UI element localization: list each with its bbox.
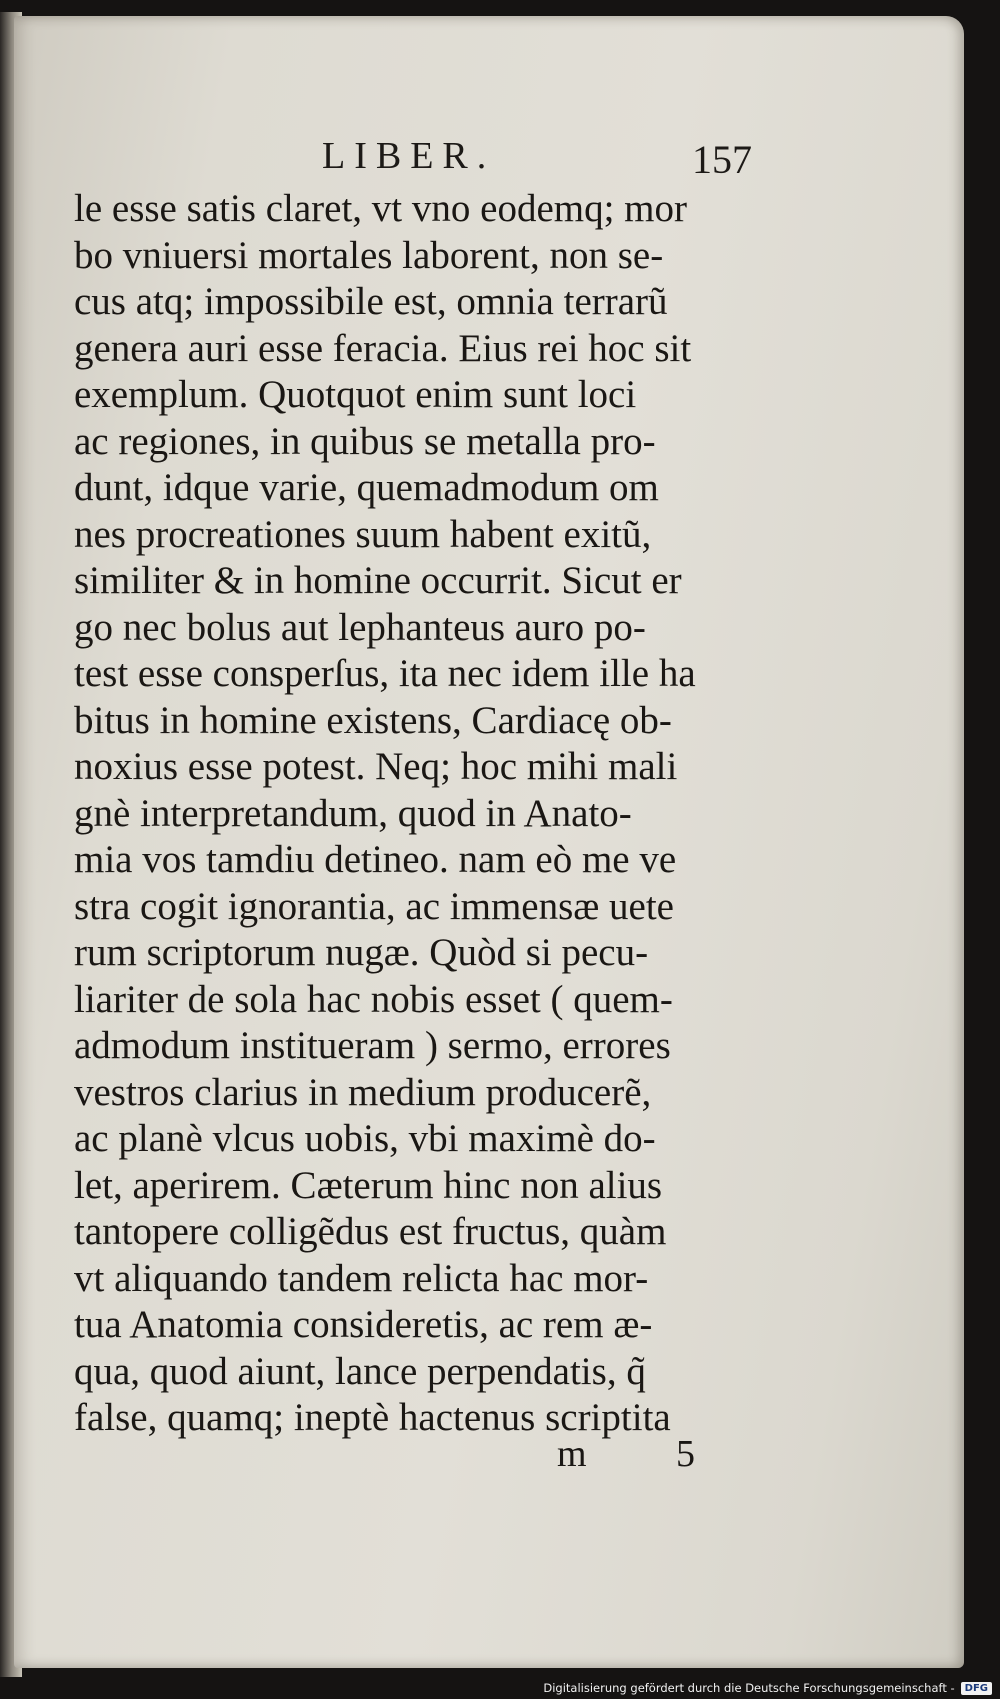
text-line: ac planè vlcus uobis, vbi maximè do- bbox=[74, 1117, 656, 1160]
signature-mark: m 5 bbox=[557, 1433, 736, 1475]
text-line: ac regiones, in quibus se metalla pro- bbox=[74, 419, 656, 463]
page-header bbox=[14, 134, 964, 186]
text-line: exemplum. Quotquot enim sunt loci bbox=[74, 373, 637, 416]
page-number: 157 bbox=[692, 137, 752, 182]
text-line: le esse satis claret, vt vno eodemq; mor bbox=[74, 187, 687, 230]
text-line: dunt, idque varie, quemadmodum om bbox=[74, 466, 659, 509]
text-line: let, aperirem. Cæterum hinc non alius bbox=[74, 1163, 663, 1207]
book-page bbox=[14, 16, 964, 1668]
running-title: LIBER. bbox=[322, 135, 496, 177]
text-line: cus atq; impossibile est, omnia terrarũ bbox=[74, 280, 668, 323]
text-line: go nec bolus aut lephanteus auro po- bbox=[74, 605, 646, 649]
text-line: bo vniuersi mortales laborent, non se- bbox=[74, 233, 664, 277]
text-line: rum scriptorum nugæ. Quòd si pecu- bbox=[74, 931, 649, 974]
text-line: nes procreationes suum habent exitũ, bbox=[74, 512, 652, 556]
text-line: gnè interpretandum, quod in Anato- bbox=[74, 791, 632, 835]
text-line: liariter de sola hac nobis esset ( quem- bbox=[74, 977, 673, 1021]
body-text bbox=[74, 186, 774, 1442]
text-line: tua Anatomia consideretis, ac rem æ- bbox=[74, 1303, 653, 1346]
text-line: admodum institueram ) sermo, errores bbox=[74, 1024, 671, 1067]
funding-credit-text: Digitalisierung gefördert durch die Deutsche Forschungsgemeinschaft - bbox=[543, 1681, 955, 1695]
dfg-logo: DFG bbox=[961, 1682, 992, 1695]
text-line: stra cogit ignorantia, ac immensæ uete bbox=[74, 884, 674, 928]
text-line: vestros clarius in medium producerẽ, bbox=[74, 1070, 652, 1114]
text-line: test esse consperſus, ita nec idem ille ha bbox=[74, 652, 696, 695]
text-line: false, quamq; ineptè hactenus scriptita bbox=[74, 1396, 671, 1439]
text-line: similiter & in homine occurrit. Sicut er bbox=[74, 559, 682, 602]
text-line: noxius esse potest. Neq; hoc mihi mali bbox=[74, 745, 678, 788]
text-line: vt aliquando tandem relicta hac mor- bbox=[74, 1256, 649, 1300]
text-line: mia vos tamdiu detineo. nam eò me ve bbox=[74, 838, 677, 881]
text-line: bitus in homine existens, Cardiacę ob- bbox=[74, 698, 672, 742]
text-line: qua, quod aiunt, lance perpendatis, q̃ bbox=[74, 1349, 646, 1393]
funding-credit bbox=[543, 1681, 992, 1695]
text-line: tantopere colligẽdus est fructus, quàm bbox=[74, 1210, 667, 1253]
text-line: genera auri esse feracia. Eius rei hoc sit bbox=[74, 326, 692, 370]
